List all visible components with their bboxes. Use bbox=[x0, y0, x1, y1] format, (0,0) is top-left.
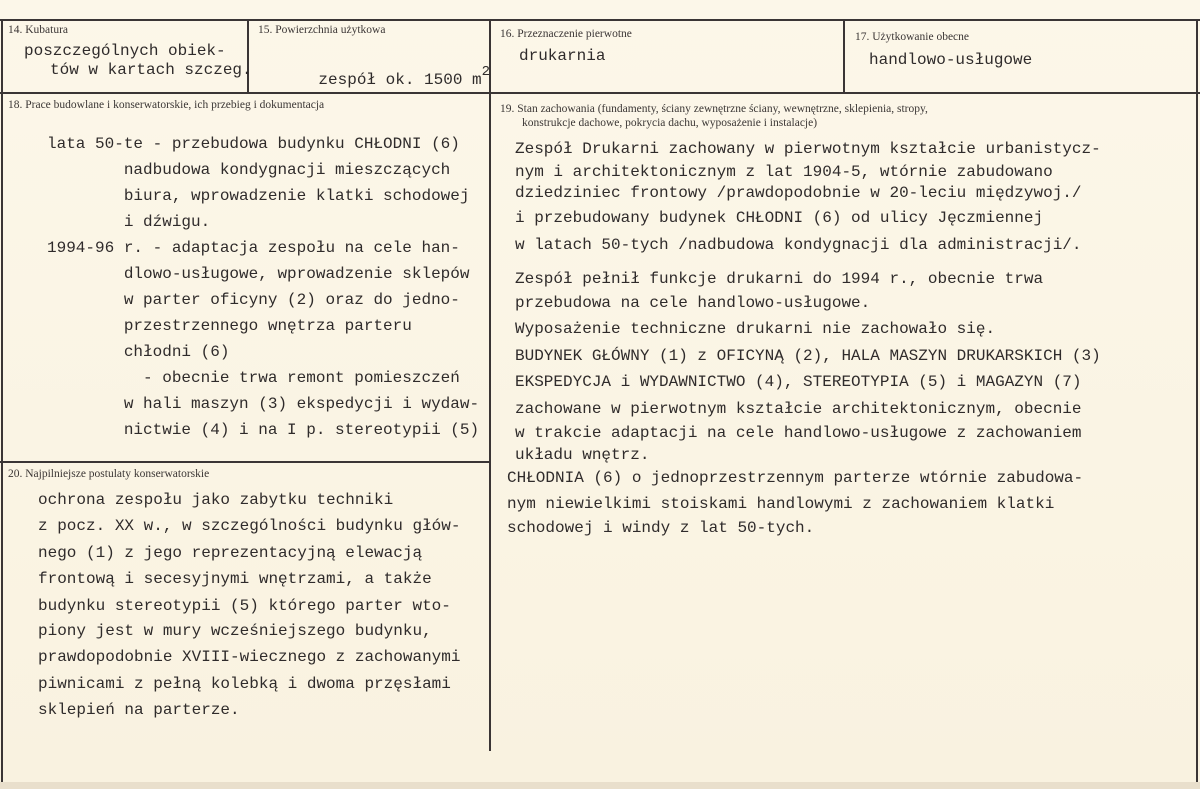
field14-label: 14. Kubatura bbox=[8, 24, 69, 36]
top-border bbox=[0, 19, 1200, 21]
field19-label: 19. Stan zachowania (fundamenty, ściany zewnętrzne ściany, wewnętrzne, sklepienia, stropy, bbox=[500, 103, 928, 115]
field19-line: w latach 50-tych /nadbudowa kondygnacji dla administracji/. bbox=[515, 236, 1082, 254]
field18-line: nictwie (4) i na I p. stereotypii (5) bbox=[47, 421, 480, 439]
field19-line: przebudowa na cele handlowo-usługowe. bbox=[515, 294, 871, 312]
field18-line: nadbudowa kondygnacji mieszczących bbox=[47, 161, 451, 179]
field20-line: sklepień na parterze. bbox=[38, 701, 240, 719]
field20-line: piony jest w mury wcześniejszego budynku, bbox=[38, 622, 432, 640]
field14-line-1: poszczególnych obiek- bbox=[24, 42, 226, 60]
field19-line: dziedziniec frontowy /prawdopodobnie w 20-leciu międzywoj./ bbox=[515, 184, 1082, 202]
field18-line: lata 50-te - przebudowa budynku CHŁODNI (6) bbox=[47, 135, 460, 153]
field18-line: w parter oficyny (2) oraz do jedno- bbox=[47, 291, 460, 309]
field16-value: drukarnia bbox=[519, 47, 606, 65]
field20-line: piwnicami z pełną kolebką i dwoma przęsłami bbox=[38, 675, 451, 693]
field19-line: zachowane w pierwotnym kształcie architektonicznym, obecnie bbox=[515, 400, 1082, 418]
field19-line: BUDYNEK GŁÓWNY (1) z OFICYNĄ (2), HALA MASZYN DRUKARSKICH (3) bbox=[515, 347, 1101, 365]
field18-line: i dźwigu. bbox=[47, 213, 211, 231]
left-border bbox=[1, 19, 3, 782]
field18-line: dlowo-usługowe, wprowadzenie sklepów bbox=[47, 265, 470, 283]
field19-line: Wyposażenie techniczne drukarni nie zachowało się. bbox=[515, 320, 996, 338]
field20-line: prawdopodobnie XVIII-wiecznego z zachowanymi bbox=[38, 648, 461, 666]
field18-line: - obecnie trwa remont pomieszczeń bbox=[47, 369, 460, 387]
field17-value: handlowo-usługowe bbox=[869, 51, 1033, 69]
field18-line: biura, wprowadzenie klatki schodowej bbox=[47, 187, 470, 205]
field17-label: 17. Użytkowanie obecne bbox=[855, 31, 970, 43]
field20-label: 20. Najpilniejsze postulaty konserwatorskie bbox=[8, 468, 210, 480]
field19-line: nym i architektonicznym z lat 1904-5, wtórnie zabudowano bbox=[515, 163, 1053, 181]
field18-bottom-border bbox=[0, 461, 490, 463]
field19-line: EKSPEDYCJA i WYDAWNICTWO (4), STEREOTYPIA (5) i MAGAZYN (7) bbox=[515, 373, 1082, 391]
field16-label: 16. Przeznaczenie pierwotne bbox=[500, 28, 632, 40]
field18-line: przestrzennego wnętrza parteru bbox=[47, 317, 412, 335]
card-bottom-edge bbox=[0, 782, 1200, 789]
field19-line: układu wnętrz. bbox=[515, 446, 650, 464]
field20-line: frontową i secesyjnymi wnętrzami, a także bbox=[38, 570, 432, 588]
field15-unit-superscript: 2 bbox=[481, 64, 491, 81]
field19-line: Zespół Drukarni zachowany w pierwotnym kształcie urbanistycz- bbox=[515, 140, 1101, 158]
field18-label: 18. Prace budowlane i konserwatorskie, ich przebieg i dokumentacja bbox=[8, 99, 325, 111]
field19-line: Zespół pełnił funkcje drukarni do 1994 r., obecnie trwa bbox=[515, 270, 1044, 288]
field18-line: 1994-96 r. - adaptacja zespołu na cele han- bbox=[47, 239, 460, 257]
field15-label: 15. Powierzchnia użytkowa bbox=[258, 24, 386, 36]
field18-body bbox=[47, 133, 487, 453]
field19-line: nym niewielkimi stoiskami handlowymi z zachowaniem klatki bbox=[507, 495, 1055, 513]
field20-line: z pocz. XX w., w szczególności budynku głów- bbox=[38, 517, 461, 535]
field19-line: schodowej i windy z lat 50-tych. bbox=[507, 519, 815, 537]
field20-line: nego (1) z jego reprezentacyjną elewacją bbox=[38, 544, 423, 562]
field20-body bbox=[38, 489, 483, 729]
header-bottom-border bbox=[0, 92, 1200, 94]
field19-line: i przebudowany budynek CHŁODNI (6) od ulicy Jęczmiennej bbox=[515, 209, 1044, 227]
field14-line-2: tów w kartach szczeg. bbox=[50, 61, 252, 79]
field20-line: ochrona zespołu jako zabytku techniki bbox=[38, 491, 394, 509]
divider-main bbox=[489, 19, 491, 751]
field19-body bbox=[507, 138, 1191, 538]
field19-line: w trakcie adaptacji na cele handlowo-usługowe z zachowaniem bbox=[515, 424, 1082, 442]
right-border bbox=[1196, 19, 1198, 782]
field19-line: CHŁODNIA (6) o jednoprzestrzennym parterze wtórnie zabudowa- bbox=[507, 469, 1084, 487]
field18-line: w hali maszyn (3) ekspedycji i wydaw- bbox=[47, 395, 480, 413]
field20-line: budynku stereotypii (5) którego parter wto- bbox=[38, 597, 451, 615]
field18-line: chłodni (6) bbox=[47, 343, 230, 361]
field19-label-continued: konstrukcje dachowe, pokrycia dachu, wyposażenie i instalacje) bbox=[522, 117, 818, 129]
divider-16-17 bbox=[843, 19, 845, 93]
field15-area: zespół ok. 1500 m bbox=[318, 71, 482, 90]
